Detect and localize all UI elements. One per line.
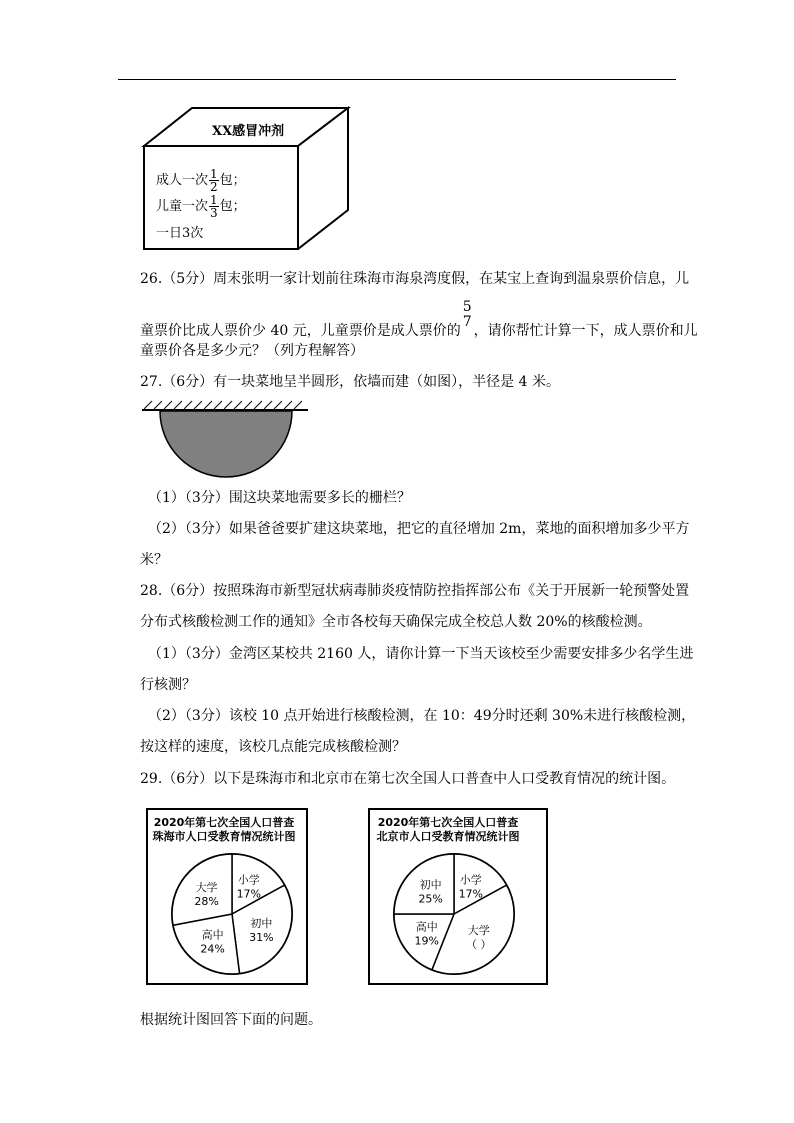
q26-frac-den: 7	[462, 314, 472, 330]
pie-slice-value: 17%	[458, 887, 484, 901]
chart-title: 2020年第七次全国人口普查	[153, 816, 295, 829]
pie-slice-value: 17%	[236, 887, 262, 901]
pie-chart-zhuhai	[146, 808, 308, 985]
pie-slice-value: 24%	[200, 942, 225, 956]
q28-line2: 分布式核酸检测工作的通知》全市各校每天确保完成全校总人数 20%的核酸检测。	[140, 614, 652, 630]
pie-slice-value: 19%	[414, 934, 439, 948]
box-adult-dose	[156, 168, 246, 193]
pie-slice-label: 大学	[195, 880, 218, 894]
child-num: 1	[210, 193, 218, 207]
medicine-box-figure	[140, 104, 355, 250]
adult-fraction	[209, 168, 219, 193]
q26-frac-num: 5	[462, 299, 472, 315]
q26-line3: 童票价各是多少元？（列方程解答）	[140, 343, 364, 359]
q26-line2	[140, 299, 698, 339]
adult-suffix: 包；	[219, 173, 246, 188]
pie-slice-label: 小学	[459, 873, 482, 887]
q28-sub1a: （1）（3分）金湾区某校共 2160 人，请你计算一下当天该校至少需要安排多少名学生进	[148, 646, 694, 662]
header-rule	[118, 79, 676, 80]
q26-line1: 26.（5分）周末张明一家计划前往珠海市海泉湾度假，在某宝上查询到温泉票价信息，儿	[140, 271, 690, 287]
box-title: XX感冒冲剂	[212, 124, 285, 139]
q27-sub2b: 米？	[140, 552, 168, 568]
q29-line1: 29.（6分）以下是珠海市和北京市在第七次全国人口普查中人口受教育情况的统计图。	[140, 771, 676, 787]
q26-line2a: 童票价比成人票价少 40 元，儿童票价是成人票价的	[140, 323, 461, 339]
q27-sub2a: （2）（3分）如果爸爸要扩建这块菜地，把它的直径增加 2m，菜地的面积增加多少平方	[148, 521, 690, 537]
q29-after: 根据统计图回答下面的问题。	[140, 1012, 322, 1028]
pie-slice-label: 高中	[201, 928, 224, 942]
q28-sub2b: 按这样的速度，该校几点能完成核酸检测？	[140, 739, 406, 755]
pie-slice-label: 大学	[467, 923, 490, 937]
q28-sub1b: 行核测？	[140, 677, 196, 693]
child-den: 3	[210, 206, 218, 220]
child-prefix: 儿童一次	[156, 199, 209, 214]
child-fraction	[209, 194, 219, 219]
adult-den: 2	[210, 180, 218, 194]
q27-sub1: （1）（3分）围这块菜地需要多长的栅栏？	[148, 490, 411, 506]
semicircle-garden-figure	[140, 400, 310, 480]
q26-fraction	[462, 300, 473, 330]
chart-title: 2020年第七次全国人口普查	[377, 816, 519, 829]
pie-slice-label: 小学	[237, 873, 260, 887]
chart-subtitle: 北京市人口受教育情况统计图	[376, 830, 520, 843]
q28-line1: 28.（6分）按照珠海市新型冠状病毒肺炎疫情防控指挥部公布《关于开展新一轮预警处置	[140, 583, 690, 599]
pie-slice-label: 初中	[250, 916, 273, 930]
pie-slice-label: 高中	[415, 920, 438, 934]
pie-slice-label: 初中	[419, 878, 442, 892]
pie-slice-value: 25%	[418, 892, 443, 906]
pie-chart-beijing	[368, 808, 548, 985]
chart-subtitle: 珠海市人口受教育情况统计图	[152, 830, 296, 843]
pie-slice-value: 28%	[194, 894, 219, 908]
semicircle-garden-svg	[140, 400, 310, 480]
box-daily: 一日3次	[156, 226, 204, 241]
adult-prefix: 成人一次	[156, 173, 209, 188]
pie-slice-value: 31%	[249, 930, 274, 944]
q27-line1: 27.（6分）有一块菜地呈半圆形，依墙而建（如图），半径是 4 米。	[140, 374, 560, 390]
q28-sub2a: （2）（3分）该校 10 点开始进行核酸检测，在 10：49分时还剩 30%未进行核酸检测，	[148, 708, 696, 724]
box-child-dose	[156, 194, 246, 219]
child-suffix: 包；	[219, 199, 246, 214]
pie-slice-value: （ ）	[466, 937, 492, 951]
q26-line2b: ，请你帮忙计算一下，成人票价和儿	[473, 323, 698, 339]
adult-num: 1	[210, 167, 218, 181]
